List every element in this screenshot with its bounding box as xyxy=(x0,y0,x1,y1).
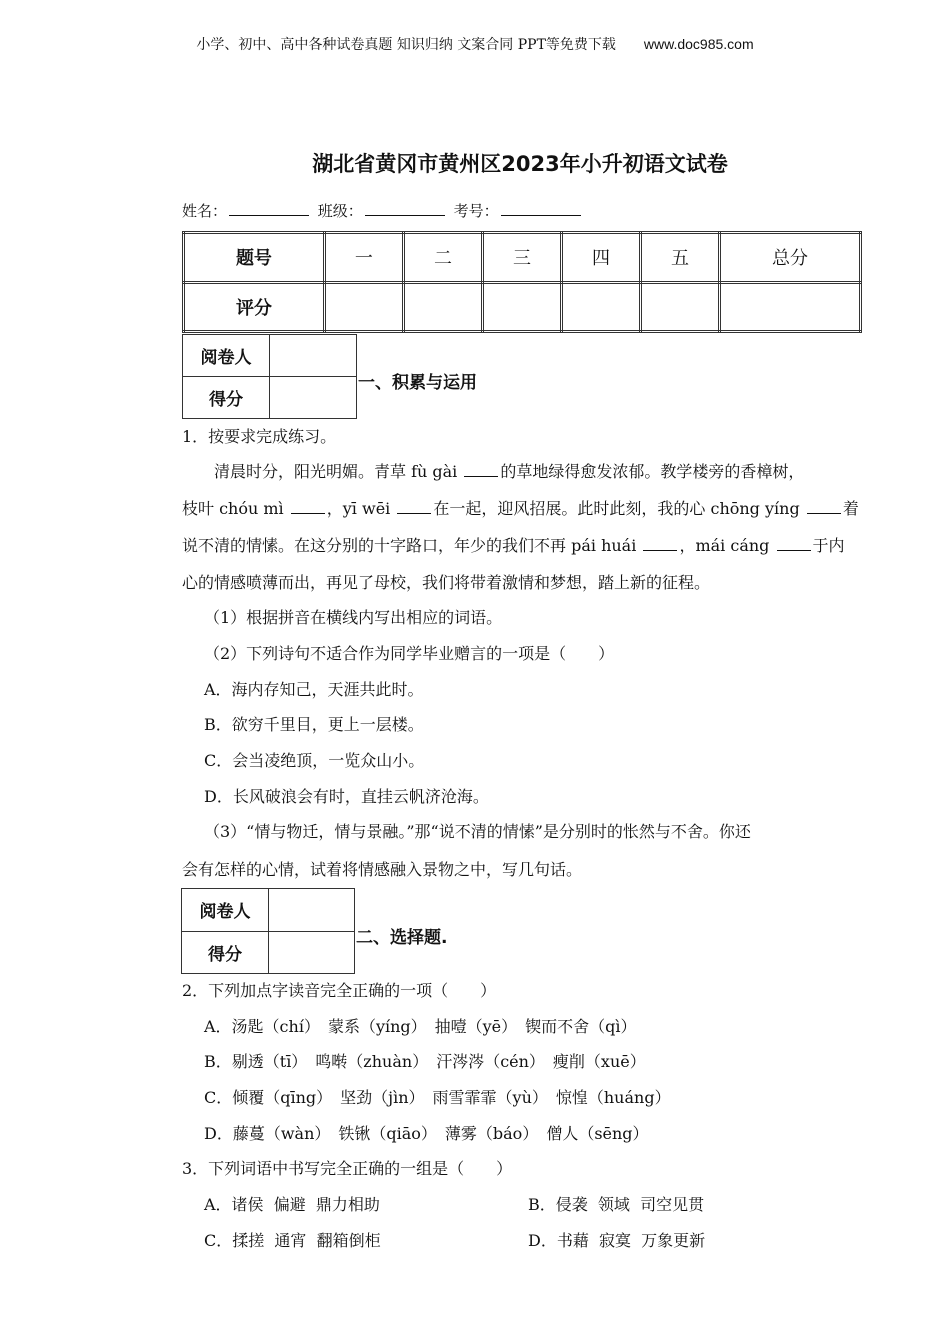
class-label: 班级： xyxy=(317,202,363,220)
q3-option-b[interactable]: B．侵袭 领域 司空见贯 xyxy=(528,1195,705,1214)
passage-text: 枝叶 chóu mì xyxy=(182,499,289,518)
passage-text: 说不清的情愫。在这分别的十字路口，年少的我们不再 pái huái xyxy=(182,536,642,555)
exam-no-label: 考号： xyxy=(453,202,499,220)
q1-sub2: （2）下列诗句不适合作为同学毕业赠言的一项是（ ） xyxy=(204,644,615,663)
score-cell[interactable] xyxy=(403,282,482,332)
q3-stem: 3．下列词语中书写完全正确的一组是（ ） xyxy=(182,1159,513,1178)
reviewer-cell[interactable] xyxy=(269,889,355,932)
name-blank[interactable] xyxy=(229,201,309,216)
reviewer-cell[interactable] xyxy=(270,335,357,377)
answer-blank[interactable] xyxy=(807,499,841,514)
q1-sub3-line-1: （3）“情与物迁，情与景融。”那“说不清的情愫”是分别时的怅然与不舍。你还 xyxy=(204,822,751,841)
grader-box-2 xyxy=(181,888,355,974)
q1-passage-line-1 xyxy=(214,459,804,482)
answer-blank[interactable] xyxy=(397,499,431,514)
score-header-cell: 四 xyxy=(561,233,640,283)
q1-sub1: （1）根据拼音在横线内写出相应的词语。 xyxy=(204,608,503,627)
q3-option-a[interactable]: A．诸侯 偏避 鼎力相助 xyxy=(204,1195,380,1214)
name-label: 姓名： xyxy=(182,202,228,220)
grader-box-1 xyxy=(182,334,357,419)
exam-title: 湖北省黄冈市黄州区2023年小升初语文试卷 xyxy=(312,152,728,176)
answer-blank[interactable] xyxy=(643,536,677,551)
score-cell[interactable] xyxy=(324,282,403,332)
q1-passage-line-4: 心的情感喷薄而出，再见了母校，我们将带着激情和梦想，踏上新的征程。 xyxy=(182,573,711,592)
reviewer-label: 阅卷人 xyxy=(183,335,270,377)
passage-text: 清晨时分，阳光明媚。青草 fù gài xyxy=(214,462,463,481)
q3-option-c[interactable]: C．揉搓 通宵 翻箱倒柜 xyxy=(204,1231,381,1250)
q2-option-a[interactable]: A．汤匙（chí） 蒙系（yíng） 抽噎（yē） 锲而不舍（qì） xyxy=(204,1017,637,1036)
score-header-cell: 总分 xyxy=(720,233,861,283)
reviewer-label: 阅卷人 xyxy=(182,889,269,932)
q1-option-d[interactable]: D．长风破浪会有时，直挂云帆济沧海。 xyxy=(204,787,489,806)
header-text: 小学、初中、高中各种试卷真题 知识归纳 文案合同 PPT等免费下载 xyxy=(196,37,616,53)
q1-passage-line-3 xyxy=(182,533,845,556)
score-table-header-row xyxy=(184,233,861,283)
score-cell[interactable] xyxy=(482,282,561,332)
q2-option-b[interactable]: B．剔透（tī） 鸣啭（zhuàn） 汗涔涔（cén） 瘦削（xuē） xyxy=(204,1052,646,1071)
class-blank[interactable] xyxy=(365,201,445,216)
score-cell[interactable] xyxy=(561,282,640,332)
score-row-label: 评分 xyxy=(184,282,325,332)
q2-option-c[interactable]: C．倾覆（qīng） 坚劲（jìn） 雨雪霏霏（yù） 惊惶（huáng） xyxy=(204,1088,671,1107)
section-2-heading: 二、选择题. xyxy=(356,928,448,948)
passage-text: 着 xyxy=(842,499,859,518)
student-info xyxy=(182,200,585,221)
q3-option-d[interactable]: D．书藉 寂寞 万象更新 xyxy=(528,1231,706,1250)
score-header-cell: 二 xyxy=(403,233,482,283)
score-header-cell: 三 xyxy=(482,233,561,283)
q1-sub3-line-2: 会有怎样的心情，试着将情感融入景物之中，写几句话。 xyxy=(182,860,583,879)
score-cell[interactable] xyxy=(641,282,720,332)
score-header-cell: 一 xyxy=(324,233,403,283)
q1-passage-line-2 xyxy=(182,496,859,519)
q2-stem: 2．下列加点字读音完全正确的一项（ ） xyxy=(182,981,497,1000)
passage-text: ，mái cáng xyxy=(679,536,775,555)
score-table xyxy=(182,231,862,333)
passage-text: 的草地绿得愈发浓郁。教学楼旁的香樟树， xyxy=(500,462,805,481)
section-1-heading: 一、积累与运用 xyxy=(358,373,477,393)
passage-text: ，yī wēi xyxy=(326,499,396,518)
q1-option-c[interactable]: C．会当凌绝顶，一览众山小。 xyxy=(204,751,425,770)
q1-stem: 1．按要求完成练习。 xyxy=(182,427,337,446)
q2-option-d[interactable]: D．藤蔓（wàn） 铁锹（qiāo） 薄雾（báo） 僧人（sēng） xyxy=(204,1124,649,1143)
score-header-cell: 五 xyxy=(641,233,720,283)
grader-score-label: 得分 xyxy=(183,377,270,419)
grader-score-cell[interactable] xyxy=(270,377,357,419)
exam-no-blank[interactable] xyxy=(501,201,581,216)
grader-score-cell[interactable] xyxy=(269,931,355,974)
score-table-score-row xyxy=(184,282,861,332)
passage-text: 在一起，迎风招展。此时此刻，我的心 chōng yíng xyxy=(433,499,805,518)
q1-option-a[interactable]: A．海内存知己，天涯共此时。 xyxy=(204,680,424,699)
score-header-cell: 题号 xyxy=(184,233,325,283)
page-header xyxy=(0,34,950,54)
q1-option-b[interactable]: B．欲穷千里目，更上一层楼。 xyxy=(204,715,424,734)
header-site[interactable]: www.doc985.com xyxy=(643,36,754,52)
answer-blank[interactable] xyxy=(777,536,811,551)
score-cell[interactable] xyxy=(720,282,861,332)
answer-blank[interactable] xyxy=(464,462,498,477)
answer-blank[interactable] xyxy=(291,499,325,514)
passage-text: 于内 xyxy=(812,536,845,555)
grader-score-label: 得分 xyxy=(182,931,269,974)
